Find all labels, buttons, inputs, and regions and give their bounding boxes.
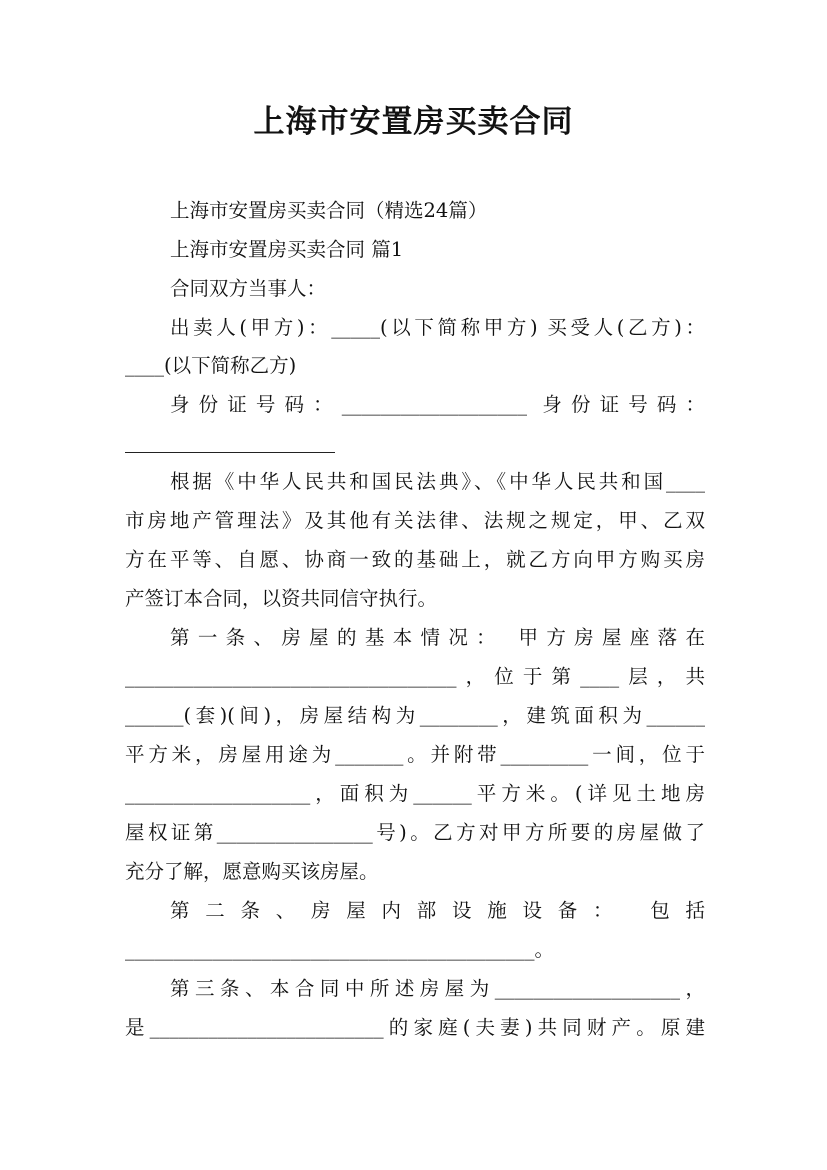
doc-article-1-heading: 第一条、房屋的基本情况： 甲方房屋座落在: [170, 626, 705, 649]
doc-paragraph-line: __________________________________，位于第____层，共: [125, 665, 705, 688]
doc-paragraph-line: 方在平等、自愿、协商一致的基础上，就乙方向甲方购买房: [125, 548, 705, 571]
doc-paragraph-line: ______(套)(间)，房屋结构为________，建筑面积为______: [125, 704, 705, 727]
doc-line-buyer-abbrev: ____(以下简称乙方): [125, 354, 297, 377]
doc-article-3-heading: 第三条、本合同中所述房屋为___________________，: [170, 977, 705, 1000]
doc-line-subtitle: 上海市安置房买卖合同（精选24篇）: [170, 199, 488, 222]
doc-paragraph-line: 根据《中华人民共和国民法典》、《中华人民共和国____: [170, 470, 705, 493]
doc-line-parties-heading: 合同双方当事人：: [170, 277, 327, 300]
doc-paragraph-line: 充分了解，愿意购买该房屋。: [125, 860, 379, 883]
doc-line-id-numbers: 身份证号码：___________________ 身份证号码：: [170, 393, 705, 416]
doc-paragraph-line: 市房地产管理法》及其他有关法律、法规之规定，甲、乙双: [125, 509, 705, 532]
doc-paragraph-line: ___________________，面积为______平方米。(详见土地房: [125, 782, 705, 805]
doc-paragraph-line: __________________________________________。: [125, 938, 554, 961]
doc-line-section: 上海市安置房买卖合同 篇1: [170, 238, 404, 261]
doc-article-2-heading: 第二条、房屋内部设施设备： 包括: [170, 899, 705, 922]
doc-paragraph-line: 平方米，房屋用途为_______。并附带_________一间，位于: [125, 743, 705, 766]
doc-paragraph-line: 产签订本合同，以资共同信守执行。: [125, 587, 438, 610]
doc-line-seller-buyer: 出卖人(甲方)：_____(以下简称甲方) 买受人(乙方)：: [170, 316, 705, 339]
document-title: 上海市安置房买卖合同: [253, 104, 574, 140]
id-number-blank: [125, 452, 335, 453]
doc-paragraph-line: 屋权证第________________号)。乙方对甲方所要的房屋做了: [125, 821, 705, 844]
doc-paragraph-line: 是________________________的家庭(夫妻)共同财产。原建: [125, 1016, 705, 1039]
